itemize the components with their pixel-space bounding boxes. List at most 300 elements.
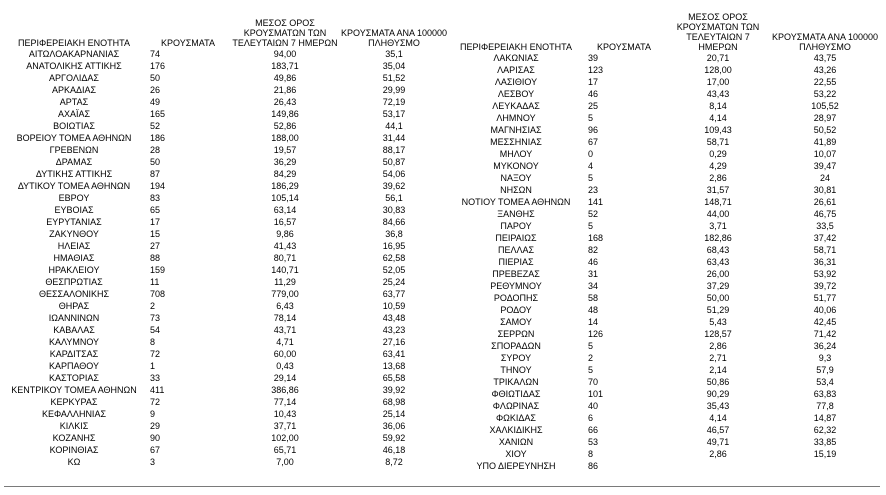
per-100k-cell: 65,58	[382, 373, 406, 383]
per-100k-cell: 53,17	[382, 109, 406, 119]
seven-day-average-cell: 140,71	[271, 265, 299, 275]
region-name-cell: ΑΧΑΪΑΣ	[57, 109, 91, 119]
region-name-cell: ΠΡΕΒΕΖΑΣ	[492, 269, 540, 279]
per-header-line2: ΠΛΗΘΥΣΜΟ	[799, 42, 851, 52]
region-name-cell: ΙΩΑΝΝΙΝΩΝ	[48, 313, 100, 323]
seven-day-average-cell: 7,00	[276, 457, 294, 467]
cases-cell: 11	[150, 277, 160, 287]
cases-cell: 96	[588, 125, 599, 135]
table-row	[4, 216, 450, 228]
seven-day-average-cell: 51,29	[706, 305, 730, 315]
cases-cell: 72	[150, 349, 161, 359]
region-name-cell: ΠΑΡΟΥ	[500, 221, 532, 231]
cases-cell: 176	[150, 61, 166, 71]
table-row	[450, 364, 880, 376]
per-100k-cell: 30,81	[813, 185, 837, 195]
cases-cell: 54	[150, 325, 161, 335]
seven-day-average-cell: 77,14	[273, 397, 297, 407]
cases-cell: 3	[150, 457, 156, 467]
seven-day-average-cell: 3,71	[709, 221, 727, 231]
per-100k-cell: 43,23	[382, 325, 406, 335]
table-row	[450, 280, 880, 292]
seven-day-average-cell: 44,00	[706, 209, 730, 219]
table-row	[4, 132, 450, 144]
seven-day-average-cell: 9,86	[276, 229, 294, 239]
cases-cell: 46	[588, 257, 599, 267]
cases-cell: 186	[150, 133, 166, 143]
table-row	[450, 412, 880, 424]
region-name-cell: ΛΑΚΩΝΙΑΣ	[493, 53, 539, 63]
per-100k-cell: 46,75	[813, 209, 837, 219]
region-name-cell: ΣΠΟΡΑΔΩΝ	[491, 341, 541, 351]
seven-day-average-cell: 94,00	[273, 49, 297, 59]
table-row	[450, 136, 880, 148]
cases-cell: 29	[150, 421, 161, 431]
seven-day-average-cell: 183,71	[271, 61, 299, 71]
per-100k-cell: 53,92	[813, 269, 837, 279]
seven-day-average-cell: 68,43	[706, 245, 730, 255]
table-row	[4, 156, 450, 168]
seven-day-average-cell: 50,00	[706, 293, 730, 303]
cases-cell: 28	[150, 145, 161, 155]
seven-day-average-cell: 5,43	[709, 317, 727, 327]
region-name-cell: ΝΑΞΟΥ	[500, 173, 532, 183]
table-row	[4, 204, 450, 216]
seven-day-average-cell: 186,29	[271, 181, 299, 191]
per-100k-cell: 63,41	[382, 349, 406, 359]
seven-day-average-cell: 105,14	[271, 193, 299, 203]
region-name-cell: ΖΑΚΥΝΘΟΥ	[49, 229, 99, 239]
seven-day-average-header	[232, 12, 338, 48]
seven-day-average-cell: 63,43	[706, 257, 730, 267]
cases-cell: 26	[150, 85, 161, 95]
region-name-cell: ΜΑΓΝΗΣΙΑΣ	[490, 125, 542, 135]
per-100k-cell: 77,8	[816, 401, 834, 411]
region-name-cell: ΑΙΤΩΛΟΑΚΑΡΝΑΝΙΑΣ	[28, 49, 120, 59]
region-name-cell: ΕΒΡΟΥ	[58, 193, 90, 203]
seven-day-average-cell: 0,43	[276, 361, 294, 371]
cases-cell: 159	[150, 265, 166, 275]
region-name-cell: ΚΙΛΚΙΣ	[59, 421, 89, 431]
cases-cell: 67	[588, 137, 599, 147]
cases-cell: 46	[588, 89, 599, 99]
avg-header-line3: ΤΕΛΕΥΤΑΙΩΝ 7 ΗΜΕΡΩΝ	[686, 32, 750, 52]
seven-day-average-cell: 52,86	[273, 121, 297, 131]
cases-cell: 48	[588, 305, 599, 315]
seven-day-average-cell: 46,57	[706, 425, 730, 435]
region-name-cell: ΤΗΝΟΥ	[500, 365, 532, 375]
cases-cell: 31	[588, 269, 599, 279]
seven-day-average-cell: 80,71	[273, 253, 297, 263]
cases-cell: 65	[150, 205, 161, 215]
per-100k-cell: 39,62	[382, 181, 406, 191]
seven-day-average-cell: 2,86	[709, 173, 727, 183]
per-100k-cell: 14,87	[813, 413, 837, 423]
cases-cell: 86	[588, 461, 599, 471]
region-name-cell: ΚΑΒΑΛΑΣ	[53, 325, 95, 335]
table-row	[450, 448, 880, 460]
per-100k-cell: 39,47	[813, 161, 837, 171]
per-100k-cell: 36,06	[382, 421, 406, 431]
seven-day-average-cell: 60,00	[273, 349, 297, 359]
per-100k-cell: 63,83	[813, 389, 837, 399]
per-100k-cell: 9,3	[818, 353, 832, 363]
seven-day-average-cell: 2,14	[709, 365, 727, 375]
per-100k-cell: 62,32	[813, 425, 837, 435]
cases-cell: 708	[150, 289, 166, 299]
seven-day-average-cell: 26,43	[273, 97, 297, 107]
region-name-cell: ΘΕΣΣΑΛΟΝΙΚΗΣ	[38, 289, 110, 299]
per-100k-cell: 36,31	[813, 257, 837, 267]
cases-cell: 123	[588, 65, 604, 75]
per-100k-cell: 8,72	[385, 457, 403, 467]
cases-cell: 5	[588, 221, 594, 231]
table-row	[4, 228, 450, 240]
region-name-cell: ΦΩΚΙΔΑΣ	[496, 413, 536, 423]
avg-header-line2: ΚΡΟΥΣΜΑΤΩΝ ΤΩΝ	[243, 28, 327, 38]
table-row	[4, 372, 450, 384]
per-100k-cell: 54,06	[382, 169, 406, 179]
per-100k-cell: 10,59	[382, 301, 406, 311]
per-100k-cell: 31,44	[382, 133, 406, 143]
table-row	[4, 384, 450, 396]
seven-day-average-cell: 2,71	[709, 353, 727, 363]
seven-day-average-cell: 11,29	[274, 277, 296, 287]
per-100k-cell: 50,52	[813, 125, 837, 135]
table-row	[450, 316, 880, 328]
table-row	[4, 192, 450, 204]
cases-cell: 73	[150, 313, 161, 323]
seven-day-average-cell: 49,86	[273, 73, 297, 83]
table-row	[450, 160, 880, 172]
region-name-cell: ΗΡΑΚΛΕΙΟΥ	[48, 265, 100, 275]
seven-day-average-cell: 41,43	[273, 241, 297, 251]
cases-cell: 27	[150, 241, 161, 251]
avg-header-line1: ΜΕΣΟΣ ΟΡΟΣ	[688, 12, 748, 22]
per-100k-cell: 50,87	[382, 157, 406, 167]
cases-cell: 14	[588, 317, 599, 327]
cases-header: ΚΡΟΥΣΜΑΤΑ	[597, 42, 651, 52]
left-data-table	[4, 12, 450, 468]
region-name-cell: ΒΟΡΕΙΟΥ ΤΟΜΕΑ ΑΘΗΝΩΝ	[16, 133, 132, 143]
table-row	[4, 120, 450, 132]
region-name-cell: ΥΠΟ ΔΙΕΡΕΥΝΗΣΗ	[476, 461, 556, 471]
region-name-cell: ΠΕΛΛΑΣ	[497, 245, 535, 255]
region-name-cell: ΧΑΛΚΙΔΙΚΗΣ	[489, 425, 543, 435]
cases-cell: 87	[150, 169, 161, 179]
per-100k-cell: 44,1	[385, 121, 403, 131]
region-name-cell: ΠΙΕΡΙΑΣ	[498, 257, 534, 267]
per-header-line1: ΚΡΟΥΣΜΑΤΑ ΑΝΑ 100000	[341, 28, 447, 38]
table-row	[450, 208, 880, 220]
table-row	[450, 196, 880, 208]
table-row	[4, 264, 450, 276]
cases-cell: 50	[150, 157, 161, 167]
seven-day-average-cell: 128,00	[704, 65, 732, 75]
per-100k-cell: 37,42	[813, 233, 837, 243]
table-row	[450, 100, 880, 112]
region-name-cell: ΛΑΣΙΘΙΟΥ	[494, 77, 538, 87]
cases-cell: 74	[150, 49, 161, 59]
per-header-line2: ΠΛΗΘΥΣΜΟ	[368, 38, 420, 48]
region-name-cell: ΝΟΤΙΟΥ ΤΟΜΕΑ ΑΘΗΝΩΝ	[461, 197, 571, 207]
table-row	[450, 52, 880, 64]
right-table-body	[450, 52, 880, 472]
table-row	[450, 232, 880, 244]
per-100k-cell: 43,75	[813, 53, 837, 63]
per-100k-cell: 43,48	[382, 313, 406, 323]
per-100k-cell: 25,24	[382, 277, 406, 287]
per-100k-cell: 24	[819, 173, 830, 183]
seven-day-average-cell: 84,29	[273, 169, 297, 179]
cases-cell: 2	[588, 353, 594, 363]
region-name-cell: ΝΗΣΩΝ	[500, 185, 532, 195]
region-name-cell: ΚΟΖΑΝΗΣ	[52, 433, 96, 443]
region-name-cell: ΔΡΑΜΑΣ	[55, 157, 93, 167]
table-row	[4, 312, 450, 324]
seven-day-average-cell: 149,86	[271, 109, 299, 119]
seven-day-average-cell: 58,71	[706, 137, 730, 147]
cases-cell: 83	[150, 193, 161, 203]
region-name-cell: ΗΛΕΙΑΣ	[57, 241, 91, 251]
table-row	[4, 360, 450, 372]
cases-cell: 168	[588, 233, 604, 243]
per-100k-cell: 10,07	[813, 149, 837, 159]
seven-day-average-cell: 6,43	[276, 301, 294, 311]
seven-day-average-cell: 2,86	[709, 449, 727, 459]
per-100k-cell: 88,17	[382, 145, 406, 155]
seven-day-average-cell: 43,43	[706, 89, 730, 99]
per-100k-cell: 72,19	[382, 97, 406, 107]
seven-day-average-cell: 182,86	[704, 233, 732, 243]
region-name-cell: ΓΡΕΒΕΝΩΝ	[49, 145, 99, 155]
per-100k-cell: 25,14	[382, 409, 406, 419]
avg-header-line2: ΚΡΟΥΣΜΑΤΩΝ ΤΩΝ	[676, 22, 760, 32]
cases-cell: 66	[588, 425, 599, 435]
seven-day-average-cell: 36,29	[273, 157, 297, 167]
cases-cell: 40	[588, 401, 599, 411]
seven-day-average-cell: 4,14	[709, 113, 727, 123]
cases-cell: 50	[150, 73, 161, 83]
table-row	[4, 72, 450, 84]
avg-header-line1: ΜΕΣΟΣ ΟΡΟΣ	[255, 18, 315, 28]
region-name-cell: ΚΑΛΥΜΝΟΥ	[48, 337, 100, 347]
cases-cell: 1	[150, 361, 156, 371]
seven-day-average-cell: 65,71	[273, 445, 297, 455]
seven-day-average-cell: 4,29	[709, 161, 727, 171]
seven-day-average-cell: 188,00	[271, 133, 299, 143]
cases-cell: 17	[588, 77, 599, 87]
table-row	[4, 168, 450, 180]
seven-day-average-cell: 26,00	[706, 269, 730, 279]
table-row	[450, 436, 880, 448]
seven-day-average-cell: 50,86	[706, 377, 730, 387]
region-name-cell: ΛΕΣΒΟΥ	[497, 89, 535, 99]
seven-day-average-cell: 148,71	[704, 197, 732, 207]
table-row	[4, 300, 450, 312]
cases-cell: 49	[150, 97, 161, 107]
table-row	[4, 60, 450, 72]
cases-cell: 8	[588, 449, 594, 459]
per-100k-cell: 51,77	[813, 293, 837, 303]
cases-cell: 5	[588, 173, 594, 183]
table-row	[450, 76, 880, 88]
cases-cell: 126	[588, 329, 604, 339]
table-row	[4, 180, 450, 192]
seven-day-average-cell: 37,29	[706, 281, 730, 291]
region-name-cell: ΑΡΚΑΔΙΑΣ	[51, 85, 97, 95]
cases-cell: 9	[150, 409, 156, 419]
seven-day-average-cell: 4,71	[276, 337, 294, 347]
region-name-cell: ΚΑΡΔΙΤΣΑΣ	[49, 349, 99, 359]
cases-cell: 25	[588, 101, 599, 111]
seven-day-average-cell: 20,71	[706, 53, 730, 63]
region-name-cell: ΣΥΡΟΥ	[500, 353, 532, 363]
table-row	[450, 64, 880, 76]
seven-day-average-cell: 10,43	[273, 409, 297, 419]
per-100k-header	[770, 12, 880, 52]
seven-day-average-cell: 779,00	[271, 289, 299, 299]
table-row	[450, 304, 880, 316]
per-100k-cell: 15,19	[813, 449, 837, 459]
region-header: ΠΕΡΙΦΕΡΕΙΑΚΗ ΕΝΟΤΗΤΑ	[17, 38, 131, 48]
cases-cell: 72	[150, 397, 161, 407]
region-name-cell: ΜΗΛΟΥ	[499, 149, 533, 159]
region-header: ΠΕΡΙΦΕΡΕΙΑΚΗ ΕΝΟΤΗΤΑ	[459, 42, 573, 52]
per-100k-header	[338, 12, 450, 48]
table-row	[450, 256, 880, 268]
region-name-cell: ΔΥΤΙΚΟΥ ΤΟΜΕΑ ΑΘΗΝΩΝ	[17, 181, 131, 191]
per-100k-cell: 36,24	[813, 341, 837, 351]
cases-cell: 52	[150, 121, 161, 131]
cases-cell: 194	[150, 181, 166, 191]
cases-cell: 4	[588, 161, 594, 171]
table-row	[4, 252, 450, 264]
region-name-cell: ΗΜΑΘΙΑΣ	[53, 253, 95, 263]
region-name-cell: ΚΑΡΠΑΘΟΥ	[48, 361, 100, 371]
region-name-cell: ΑΝΑΤΟΛΙΚΗΣ ΑΤΤΙΚΗΣ	[26, 61, 122, 71]
per-100k-cell: 33,85	[813, 437, 837, 447]
cases-cell: 5	[588, 365, 594, 375]
per-100k-cell: 63,77	[382, 289, 406, 299]
per-100k-cell: 52,05	[382, 265, 406, 275]
per-100k-cell: 27,16	[382, 337, 406, 347]
seven-day-average-cell: 4,14	[709, 413, 727, 423]
cases-cell: 165	[150, 109, 166, 119]
per-100k-cell	[770, 460, 880, 472]
cases-cell: 0	[588, 149, 594, 159]
per-100k-cell: 26,61	[813, 197, 837, 207]
region-name-cell: ΚΕΡΚΥΡΑΣ	[50, 397, 98, 407]
seven-day-average-cell: 386,86	[271, 385, 299, 395]
per-100k-cell: 30,83	[382, 205, 406, 215]
per-100k-cell: 62,58	[382, 253, 406, 263]
region-name-cell: ΛΑΡΙΣΑΣ	[497, 65, 535, 75]
seven-day-average-cell: 35,43	[706, 401, 730, 411]
cases-header: ΚΡΟΥΣΜΑΤΑ	[161, 38, 215, 48]
per-100k-cell: 22,55	[813, 77, 837, 87]
cases-cell: 15	[150, 229, 161, 239]
seven-day-average-cell: 90,29	[706, 389, 730, 399]
avg-header-line3: ΤΕΛΕΥΤΑΙΩΝ 7 ΗΜΕΡΩΝ	[232, 38, 338, 48]
seven-day-average-cell: 49,71	[706, 437, 730, 447]
bottom-divider	[4, 486, 880, 487]
region-name-cell: ΔΥΤΙΚΗΣ ΑΤΤΙΚΗΣ	[35, 169, 113, 179]
table-row	[450, 172, 880, 184]
region-name-cell: ΦΛΩΡΙΝΑΣ	[492, 401, 540, 411]
cases-cell: 90	[150, 433, 161, 443]
per-100k-cell: 13,68	[382, 361, 406, 371]
seven-day-average-cell: 43,71	[273, 325, 297, 335]
cases-cell: 53	[588, 437, 599, 447]
table-row	[4, 108, 450, 120]
per-100k-cell: 56,1	[385, 193, 403, 203]
cases-cell: 70	[588, 377, 599, 387]
per-100k-cell: 57,9	[816, 365, 834, 375]
seven-day-average-cell: 31,57	[706, 185, 730, 195]
region-name-cell: ΘΕΣΠΡΩΤΙΑΣ	[45, 277, 103, 287]
seven-day-average-cell: 63,14	[273, 205, 297, 215]
table-row	[450, 424, 880, 436]
region-name-cell: ΦΘΙΩΤΙΔΑΣ	[491, 389, 541, 399]
seven-day-average-cell: 37,71	[273, 421, 297, 431]
region-name-cell: ΡΕΘΥΜΝΟΥ	[490, 281, 542, 291]
per-100k-cell: 46,18	[382, 445, 406, 455]
cases-cell: 17	[150, 217, 161, 227]
region-name-cell: ΠΕΙΡΑΙΩΣ	[495, 233, 537, 243]
table-row	[4, 456, 450, 468]
region-name-cell: ΣΑΜΟΥ	[500, 317, 532, 327]
right-data-table	[450, 12, 880, 472]
per-100k-cell: 51,52	[382, 73, 406, 83]
seven-day-average-header	[666, 12, 770, 52]
header-row	[4, 12, 450, 48]
table-row	[4, 96, 450, 108]
table-row	[450, 352, 880, 364]
per-100k-cell: 40,06	[813, 305, 837, 315]
per-100k-cell: 35,1	[385, 49, 403, 59]
table-row	[450, 340, 880, 352]
per-100k-cell: 35,04	[382, 61, 406, 71]
cases-cell: 5	[588, 113, 594, 123]
cases-cell: 82	[588, 245, 599, 255]
table-row	[450, 244, 880, 256]
seven-day-average-cell: 0,29	[709, 149, 727, 159]
table-row	[4, 408, 450, 420]
region-name-cell: ΞΑΝΘΗΣ	[497, 209, 535, 219]
per-100k-cell: 16,95	[382, 241, 406, 251]
region-name-cell: ΕΥΡΥΤΑΝΙΑΣ	[46, 217, 102, 227]
table-row	[4, 144, 450, 156]
table-row	[450, 400, 880, 412]
region-name-cell: ΜΕΣΣΗΝΙΑΣ	[490, 137, 542, 147]
per-100k-cell: 105,52	[811, 101, 839, 111]
region-name-cell: ΚΩ	[67, 457, 81, 467]
table-row	[4, 324, 450, 336]
region-name-cell: ΡΟΔΟΠΗΣ	[493, 293, 539, 303]
region-name-cell: ΘΗΡΑΣ	[58, 301, 90, 311]
cases-cell: 2	[150, 301, 156, 311]
table-row	[450, 376, 880, 388]
region-name-cell: ΚΕΝΤΡΙΚΟΥ ΤΟΜΕΑ ΑΘΗΝΩΝ	[11, 385, 137, 395]
seven-day-average-cell: 19,57	[273, 145, 297, 155]
seven-day-average-cell: 78,14	[273, 313, 297, 323]
table-row	[4, 444, 450, 456]
cases-cell: 67	[150, 445, 161, 455]
per-100k-cell: 42,45	[813, 317, 837, 327]
table-row	[450, 388, 880, 400]
table-row	[450, 184, 880, 196]
